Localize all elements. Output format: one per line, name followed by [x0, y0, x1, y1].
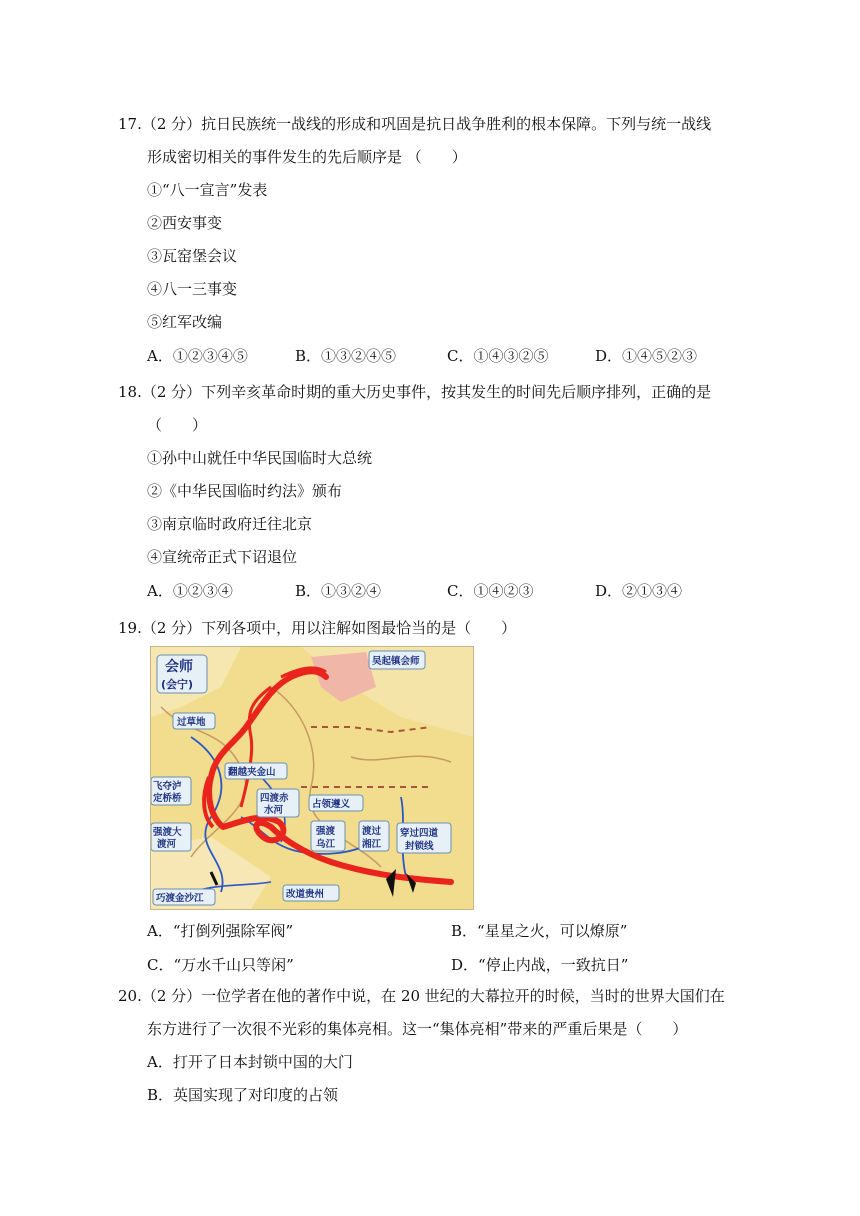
- map-label-huishi: [157, 655, 207, 693]
- long-march-map-svg: [151, 647, 473, 909]
- map-label-fanyue: [225, 763, 287, 779]
- question-18-stem-line2: （ ）: [147, 416, 208, 434]
- question-18-item-1: ①孙中山就任中华民国临时大总统: [147, 449, 373, 467]
- svg-text:乌江: 乌江: [316, 839, 336, 850]
- svg-text:改道贵州: 改道贵州: [286, 889, 325, 900]
- map-label-duxiang: [359, 821, 389, 851]
- svg-text:吴起镇会师: 吴起镇会师: [372, 656, 420, 667]
- question-17: [118, 108, 758, 373]
- question-17-item-5: ⑤红军改编: [147, 313, 223, 331]
- question-20-stem-line1: 20.（2 分）一位学者在他的著作中说，在 20 世纪的大幕拉开的时候，当时的世界大国们在: [118, 987, 725, 1005]
- question-18-item-3: ③南京临时政府迁往北京: [147, 515, 313, 533]
- option-b[interactable]: B．①③②④: [295, 581, 382, 600]
- question-20-stem-line2: 东方进行了一次很不光彩的集体亮相。这一“集体亮相”带来的严重后果是（ ）: [147, 1020, 688, 1038]
- option-a[interactable]: A．打开了日本封锁中国的大门: [147, 1053, 353, 1071]
- option-d[interactable]: D．①④⑤②③: [595, 346, 698, 365]
- question-18-stem-line1: 18.（2 分）下列辛亥革命时期的重大历史事件，按其发生的时间先后顺序排列，正确的是: [118, 383, 712, 401]
- map-label-wuqizhen: [369, 651, 425, 669]
- option-a[interactable]: A．“打倒列强除军阀”: [147, 921, 294, 940]
- svg-text:过草地: 过草地: [177, 717, 206, 728]
- question-20: [118, 980, 758, 1112]
- question-17-stem-line1: 17.（2 分）抗日民族统一战线的形成和巩固是抗日战争胜利的根本保障。下列与统一战线: [118, 115, 712, 133]
- svg-text:翻越夹金山: 翻越夹金山: [228, 767, 276, 778]
- option-b[interactable]: B．①③②④⑤: [295, 346, 397, 365]
- option-c[interactable]: C．“万水千山只等闲”: [147, 955, 294, 974]
- svg-text:穿过四道: 穿过四道: [400, 828, 439, 839]
- map-label-guocaodi: [173, 713, 215, 729]
- svg-text:占领遵义: 占领遵义: [312, 799, 351, 810]
- svg-text:会师: 会师: [165, 659, 193, 675]
- map-label-gaidao: [283, 885, 339, 901]
- option-c[interactable]: C．①④②③: [447, 581, 534, 600]
- svg-text:渡过: 渡过: [362, 826, 382, 837]
- question-17-options: [118, 339, 758, 373]
- map-label-qiangwu: [311, 821, 345, 851]
- svg-text:四渡赤: 四渡赤: [260, 793, 289, 804]
- question-19-stem-line1: 19.（2 分）下列各项中，用以注解如图最恰当的是（ ）: [118, 619, 517, 637]
- question-19-options-row1: [118, 914, 758, 948]
- svg-text:(会宁): (会宁): [161, 678, 194, 691]
- question-19: [118, 612, 758, 645]
- question-18: [118, 376, 758, 608]
- svg-text:湘江: 湘江: [362, 839, 382, 850]
- question-17-item-2: ②西安事变: [147, 214, 223, 232]
- svg-text:飞夺泸: 飞夺泸: [153, 781, 182, 792]
- svg-text:定桥桥: 定桥桥: [153, 793, 182, 804]
- svg-text:巧渡金沙江: 巧渡金沙江: [156, 893, 204, 904]
- option-a[interactable]: A．①②③④: [147, 581, 233, 600]
- option-d[interactable]: D．“停止内战，一致抗日”: [451, 955, 629, 974]
- svg-text:封锁线: 封锁线: [405, 841, 434, 852]
- svg-text:水河: 水河: [264, 805, 284, 816]
- question-18-item-4: ④宣统帝正式下诏退位: [147, 548, 298, 566]
- map-label-qiaodu: [153, 889, 215, 905]
- option-b[interactable]: B．“星星之火，可以燎原”: [451, 921, 628, 940]
- map-label-chuanguo: [397, 823, 451, 853]
- question-18-item-2: ②《中华民国临时约法》颁布: [147, 482, 343, 500]
- option-a[interactable]: A．①②③④⑤: [147, 346, 248, 365]
- question-17-item-3: ③瓦窑堡会议: [147, 247, 238, 265]
- question-19-options-row2: [118, 948, 758, 982]
- svg-text:强渡大: 强渡大: [153, 827, 182, 838]
- map-label-zhanling: [309, 795, 363, 811]
- long-march-map: [150, 646, 474, 910]
- option-c[interactable]: C．①④③②⑤: [447, 346, 549, 365]
- svg-text:强渡: 强渡: [316, 826, 336, 837]
- option-d[interactable]: D．②①③④: [595, 581, 683, 600]
- option-b[interactable]: B．英国实现了对印度的占领: [147, 1086, 339, 1104]
- map-label-qiangdu: [151, 823, 191, 851]
- question-18-options: [118, 574, 758, 608]
- question-17-item-1: ①“八一宣言”发表: [147, 181, 268, 199]
- question-17-stem-line2: 形成密切相关的事件发生的先后顺序是 （ ）: [147, 148, 467, 166]
- question-17-item-4: ④八一三事变: [147, 280, 238, 298]
- svg-text:渡河: 渡河: [157, 839, 177, 850]
- map-label-sidu: [257, 789, 299, 817]
- question-19-options-block: [118, 914, 758, 982]
- map-label-feiduo: [151, 777, 191, 805]
